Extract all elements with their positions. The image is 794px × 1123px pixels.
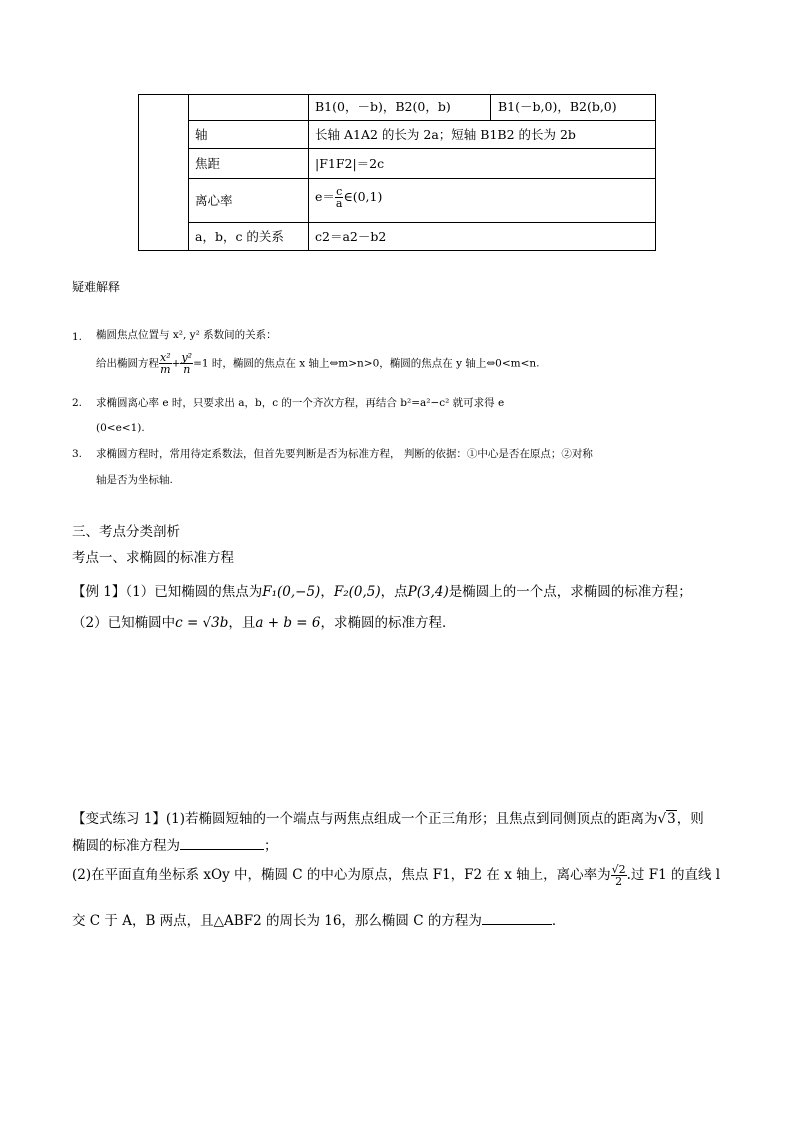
example-1-label: 【例 1】 [72, 584, 126, 600]
answer-blank-1[interactable] [180, 848, 264, 850]
exercise-1-q1-line2: 椭圆的标准方程为 ； [72, 838, 278, 854]
table-row-2-label: 轴 [188, 120, 309, 149]
doubts-heading: 疑难解释 [72, 280, 121, 294]
table-row-3-value: |F1F2|＝2c [308, 148, 656, 179]
doubt-item-1-line2: 给出椭圆方程 $\frac{\text{x²}}{m}$ + $\frac{\text{y²}}{n}$ =1 时，椭圆的焦点在 x 轴上⇔m>n>0，椭圆的焦点在 y 轴上⇔0<m<n. [96, 351, 540, 376]
vertex-b-horizontal: B1(－b,0)，B2(b,0) [498, 99, 617, 114]
doubt-item-3-num: 3. [72, 448, 83, 460]
answer-blank-2[interactable] [482, 923, 552, 925]
table-row-1-label [188, 94, 309, 121]
table-row-3-label: 焦距 [188, 148, 309, 179]
doubt-item-3-line2: 轴是否为坐标轴. [96, 474, 173, 486]
exercise-1-q1-line1: 【变式练习 1】(1)若椭圆短轴的一个端点与两焦点组成一个正三角形；且焦点到同侧顶点的距离为√3，则 [72, 811, 704, 827]
example-1-part-2: （2）已知椭圆中c = √3b，且a + b = 6，求椭圆的标准方程． [72, 615, 456, 631]
vertex-b-vertical: B1(0，－b)，B2(0，b) [315, 99, 451, 114]
table-row-4-label: 离心率 [188, 178, 309, 223]
section-subtitle: 考点一、求椭圆的标准方程 [72, 550, 234, 566]
section-title: 三、考点分类剖析 [72, 524, 180, 540]
doubt-item-3-line1: 求椭圆方程时，常用待定系数法，但首先要判断是否为标准方程， 判断的依据：①中心是否在原点；②对称 [96, 448, 593, 460]
table-row-5-label: a，b，c 的关系 [188, 222, 309, 251]
exercise-1-label: 【变式练习 1】 [72, 811, 166, 827]
ellipse-properties-table [138, 94, 656, 251]
doubt-item-1-line1: 椭圆焦点位置与 x², y² 系数间的关系： [96, 329, 277, 341]
table-row-5-value: c2＝a2－b2 [308, 222, 656, 251]
exercise-1-q2-line2: 交 C 于 A，B 两点，且△ABF2 的周长为 16，那么椭圆 C 的方程为 ． [72, 913, 566, 929]
doubt-item-2-line1: 求椭圆离心率 e 时，只要求出 a，b，c 的一个齐次方程，再结合 b²=a²−c² 就可求得 e [96, 397, 505, 409]
doubt-item-2-line2: (0<e<1). [96, 422, 145, 434]
table-row-1-col3 [308, 94, 491, 121]
doubt-item-2-num: 2. [72, 397, 83, 409]
table-row-2-value: 长轴 A1A2 的长为 2a；短轴 B1B2 的长为 2b [308, 120, 656, 149]
exercise-1-q2-line1: (2)在平面直角坐标系 xOy 中，椭圆 C 的中心为原点，焦点 F1，F2 在 x 轴上，离心率为 $\frac{√2}{2}$ .过 F1 的直线 l [72, 863, 721, 888]
eccentricity-formula: e＝ $\frac{c}{a}$ ∈(0,1) [315, 185, 383, 210]
table-row-4-value [308, 178, 656, 223]
table-merged-left-cell [138, 94, 189, 251]
table-row-1-col4 [490, 94, 656, 121]
doubt-item-1-num: 1. [72, 331, 83, 343]
example-1-part-1: 【例 1】（1）已知椭圆的焦点为F₁(0,−5)，F₂(0,5)，点P(3,4)是椭圆上的一个点，求椭圆的标准方程； [72, 584, 692, 600]
